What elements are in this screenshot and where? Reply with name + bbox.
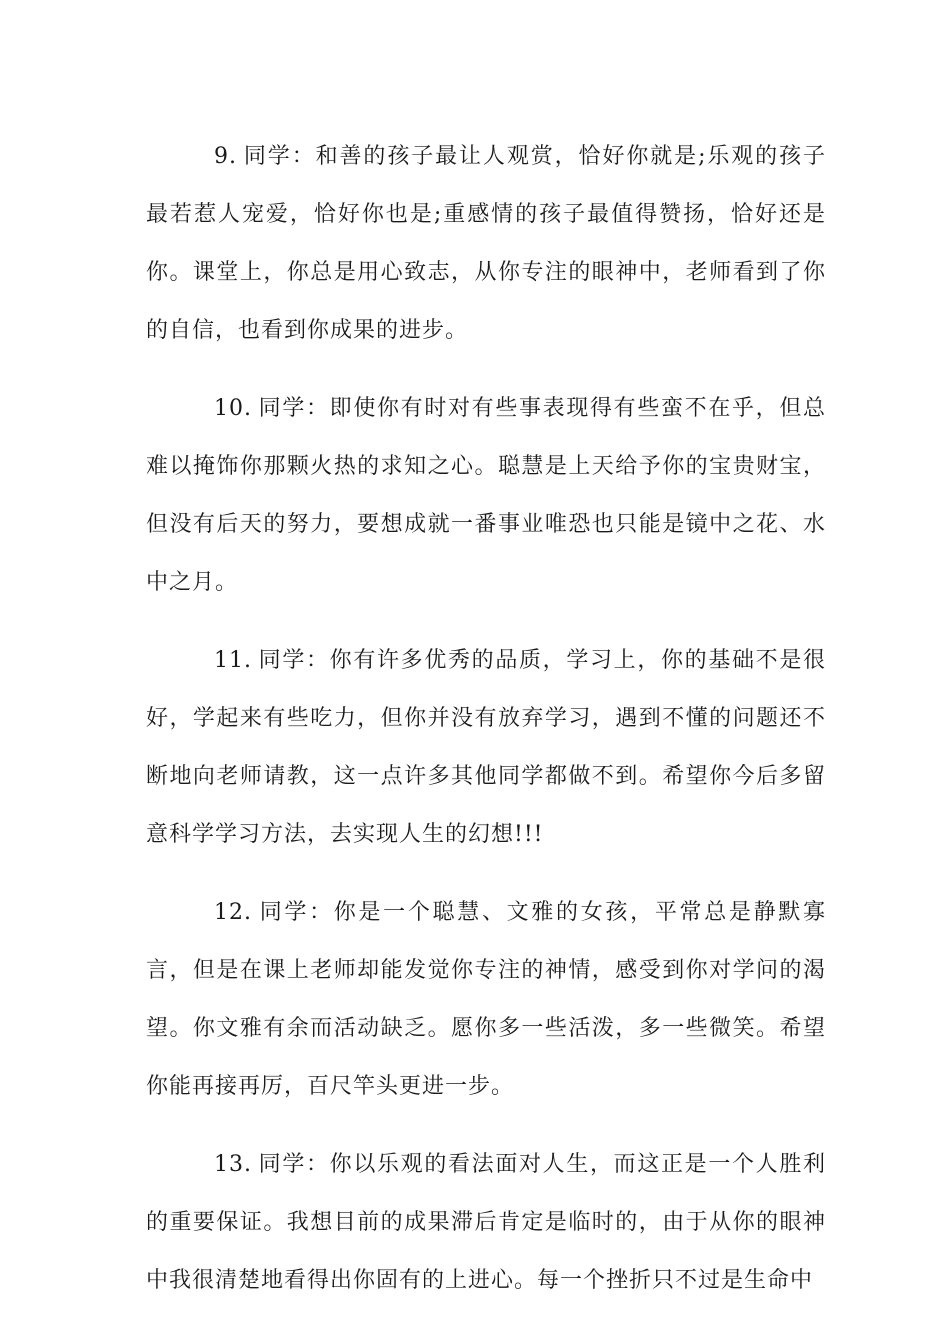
paragraph-text: 同学：你以乐观的看法面对人生，而这正是一个人胜利的重要保证。我想目前的成果滞后肯定是临时的，由于从你的眼神中我很清楚地看得出你固有的上进心。每一个挫折只不过是生命中 [146, 1152, 826, 1293]
document-body [146, 128, 826, 1330]
comment-paragraph-10 [146, 380, 826, 612]
paragraph-text: 同学：你是一个聪慧、文雅的女孩，平常总是静默寡言，但是在课上老师却能发觉你专注的神情，感受到你对学问的渴望。你文雅有余而活动缺乏。愿你多一些活泼，多一些微笑。希望你能再接再厉，百尺竿头更进一步。 [146, 900, 826, 1099]
paragraph-number: 10. [214, 396, 252, 421]
comment-paragraph-12 [146, 884, 826, 1116]
paragraph-number: 13. [214, 1152, 252, 1177]
comment-paragraph-13 [146, 1136, 826, 1310]
comment-paragraph-9 [146, 128, 826, 360]
paragraph-text: 同学：你有许多优秀的品质，学习上，你的基础不是很好，学起来有些吃力，但你并没有放弃学习，遇到不懂的问题还不断地向老师请教，这一点许多其他同学都做不到。希望你今后多留意科学学习方法，去实现人生的幻想!!! [146, 648, 826, 847]
paragraph-number: 9. [214, 144, 237, 169]
paragraph-text: 同学：和善的孩子最让人观赏，恰好你就是;乐观的孩子最若惹人宠爱，恰好你也是;重感情的孩子最值得赞扬，恰好还是你。课堂上，你总是用心致志，从你专注的眼神中，老师看到了你的自信，也看到你成果的进步。 [146, 144, 826, 343]
paragraph-number: 11. [214, 648, 252, 673]
paragraph-text: 同学：即使你有时对有些事表现得有些蛮不在乎，但总难以掩饰你那颗火热的求知之心。聪慧是上天给予你的宝贵财宝，但没有后天的努力，要想成就一番事业唯恐也只能是镜中之花、水中之月。 [146, 396, 826, 595]
comment-paragraph-11 [146, 632, 826, 864]
paragraph-number: 12. [214, 900, 252, 925]
